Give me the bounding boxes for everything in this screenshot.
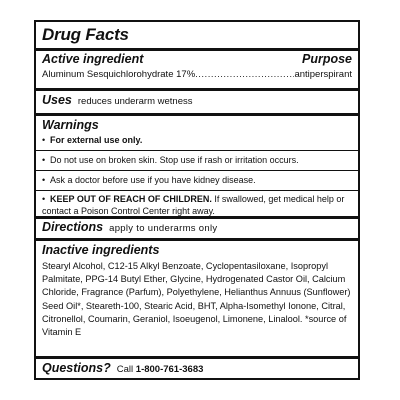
divider: [36, 48, 358, 51]
warnings-label: Warnings: [42, 118, 99, 132]
purpose-label: Purpose: [301, 52, 352, 66]
warning-item: • For external use only.: [42, 135, 143, 145]
uses-section: [36, 93, 358, 107]
divider: [36, 88, 358, 91]
active-ingredient-label: Active ingredient: [42, 52, 144, 66]
bullet-icon: •: [42, 194, 46, 204]
questions-label: Questions?: [42, 361, 111, 375]
divider: [36, 113, 358, 116]
bullet-icon: •: [42, 175, 46, 185]
uses-text: reduces underarm wetness: [77, 96, 193, 107]
questions-section: [36, 361, 358, 375]
uses-label: Uses: [42, 93, 72, 107]
divider: [36, 190, 358, 191]
bullet-icon: •: [42, 135, 46, 145]
divider: [36, 216, 358, 219]
phone-number: 1-800-761-3683: [135, 364, 204, 375]
divider: [36, 170, 358, 171]
warning-item: • Do not use on broken skin. Stop use if rash or irritation occurs.: [42, 155, 299, 165]
inactive-ingredients-text: Stearyl Alcohol, C12-15 Alkyl Benzoate, Cyclopentasiloxane, Isopropyl Palmitate, PPG-14 Butyl Ether, Glycine, Hydrogenated Castor Oil, Calcium Chloride, Fragrance (Parfum), Polyethylene, Helianthus Annuus (Sunflower) Seed Oil*, Steareth-100, Stearic Acid, BHT, Alpha-Isomethyl Ionone, Citral, Citronellol, Coumarin, Geraniol, Isoeugenol, Limonene, Linalool. *source of Vitamin E: [42, 261, 351, 338]
divider: [36, 356, 358, 359]
questions-call: Call 1-800-761-3683: [116, 364, 204, 375]
bullet-icon: •: [42, 155, 46, 165]
active-ingredient-header: [42, 52, 352, 66]
inactive-ingredients-label: Inactive ingredients: [42, 243, 160, 257]
directions-text: apply to underarms only: [109, 223, 218, 234]
active-ingredient-name: Aluminum Sesquichlorohydrate 17%: [42, 69, 196, 80]
drug-facts-panel: [34, 20, 360, 380]
warning-item: • Ask a doctor before use if you have kidney disease.: [42, 175, 256, 185]
directions-label: Directions: [42, 220, 104, 234]
divider: [36, 238, 358, 241]
directions-section: [36, 220, 358, 234]
active-ingredient-purpose: antiperspirant: [294, 69, 352, 80]
divider: [36, 150, 358, 151]
active-ingredient-row: [42, 69, 352, 80]
warning-item: • KEEP OUT OF REACH OF CHILDREN. If swallowed, get medical help or contact a Poison Control Center right away.: [42, 194, 345, 216]
drug-facts-title: Drug Facts: [42, 25, 129, 44]
leader-dots: [195, 69, 294, 80]
